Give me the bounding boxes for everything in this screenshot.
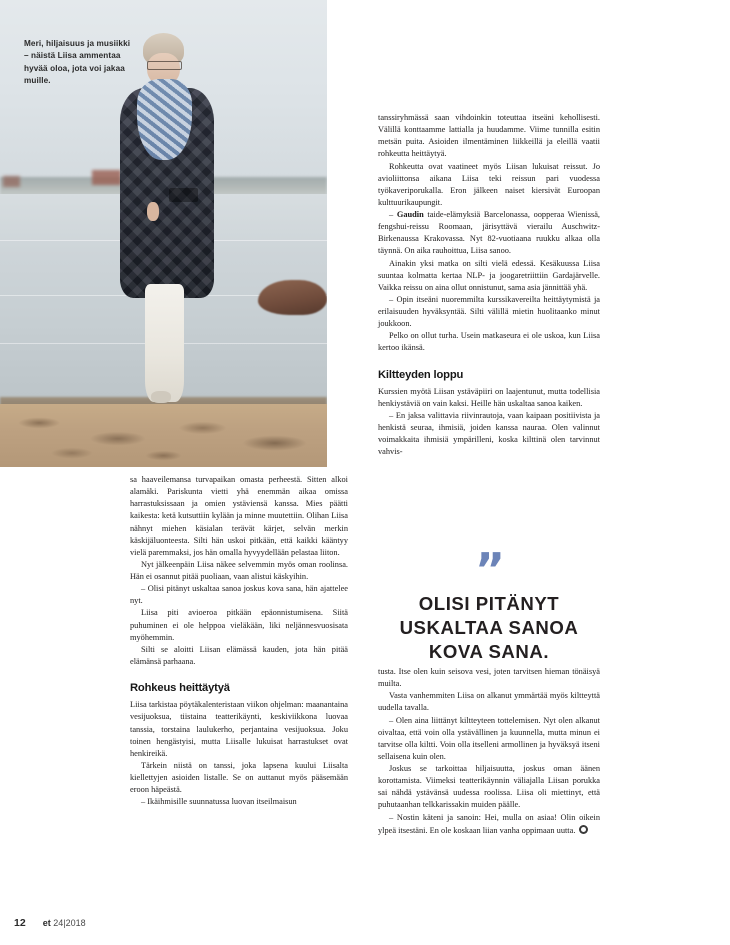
photo-figure-shoe bbox=[151, 391, 171, 404]
article-paragraph: Tärkein niistä on tanssi, joka lapsena kuului Liisalta kiellettyjen asioiden listalle. Se on auttanut myös pääsemään eroon häpeästä. bbox=[130, 760, 348, 795]
article-paragraph: Nyt jälkeenpäin Liisa näkee selvemmin myös oman roolinsa. Hän ei osannut pitää puoliaan, vaan alistui käskyihin. bbox=[130, 559, 348, 581]
article-column-left bbox=[130, 474, 348, 808]
pull-quote-line: KOVA SANA. bbox=[428, 640, 550, 662]
article-paragraph: Pelko on ollut turha. Usein matkaseura ei ole uskoa, kun Liisa kertoo ikänsä. bbox=[378, 331, 600, 353]
pull-quote bbox=[378, 543, 600, 663]
photo-figure-glasses bbox=[147, 61, 182, 71]
article-paragraph: Vasta vanhemmiten Liisa on alkanut ymmärtää myös kiltteyttä uudella tavalla. bbox=[378, 691, 600, 713]
article-paragraph: tanssiryhmässä saan vihdoinkin toteuttaa itseäni kehollisesti. Välillä konttaamme lattialla ja huudamme. Viime tunnilla esitin metsän puita. Asioiden ilmentäminen liikkeillä ja eleillä vaatii rohkeutta heittäytyä. bbox=[378, 113, 600, 159]
end-mark-icon bbox=[579, 825, 588, 834]
article-paragraph: Liisa tarkistaa pöytäkalenteristaan viikon ohjelman: maanantaina vesijuoksua, tiistaina teatterikäynti, keskiviikkona luovaa tanssia, torstaina laulukerho, perjantaina vesijuoksua. Joku toinen hengästyisi, mutta Liisalle lukuisat harrastukset ovat henkireikä. bbox=[130, 700, 348, 758]
article-paragraph: Kurssien myötä Liisan ystäväpiiri on laajentunut, mutta todellisia henkiystäviä on vain kaksi. Heille hän uskaltaa sanoa kaiken. bbox=[378, 386, 600, 408]
photo-figure-hand bbox=[147, 202, 159, 220]
issue-number: 24|2018 bbox=[53, 918, 86, 928]
article-paragraph: tusta. Itse olen kuin seisova vesi, joten tarvitsen hieman tönäisyä muilta. bbox=[378, 667, 600, 689]
article-paragraph: Rohkeutta ovat vaatineet myös Liisan lukuisat reissut. Jo avioliittonsa aikana Liisa teki reissun pari vuodessa työkaveriporukalla. Eron jälkeen naiset kiersivät Euroopan kulttuurikaupungit. bbox=[378, 161, 600, 207]
article-paragraph: Liisa piti avioeroa pitkään epäonnistumisena. Siitä puhuminen ei ole helppoa vieläkään, liki neljännesvuosisata myöhemmin. bbox=[130, 608, 348, 642]
article-paragraph: – En jaksa valittavia riivinrautoja, vaan kaipaan positiivista ja henkistä seuraa, ihmisiä, joiden kanssa nauraa. Olen valinnut voimakkaita ihmisiä ympärilleni, koska kilttinä olen tarvinnut vahvis- bbox=[378, 411, 600, 457]
article-paragraph: – Nostin käteni ja sanoin: Hei, mulla on asiaa! Olin oikein ylpeä itsestäni. En ole koskaan liian vanha oppimaan uutta. bbox=[378, 812, 600, 835]
article-paragraph: sa haaveilemansa turvapaikan omasta perheestä. Sitten alkoi alamäki. Pariskunta vietti yhä enemmän aikaa omissa harrastuksissaan ja omien ystäviensä kanssa. Mies päätti kaikesta: ketä kutsuttiin kylään ja minne muutettiin. Olihan Liisa nähnyt miehen käsialan terävät kärjet, selvän merkin käskijäluonteesta. Silti hän uskoi pitkään, että kaikki kääntyy vielä paremmaksi, jos hän omalla hyvyydellään pelastaa liiton. bbox=[130, 475, 348, 557]
photo-woman-figure bbox=[118, 33, 216, 402]
magazine-brand: et bbox=[42, 918, 51, 928]
article-paragraph: Silti se aloitti Liisan elämässä kauden, jota hän pitää elämänsä parhaana. bbox=[130, 644, 348, 666]
right-subheading: Kiltteyden loppu bbox=[378, 368, 464, 381]
photo-figure-trousers bbox=[145, 284, 184, 402]
photo-figure-pocket bbox=[169, 188, 198, 203]
photo-sand bbox=[0, 404, 327, 467]
article-paragraph: – Opin itseäni nuoremmilta kurssikavereilta heittäytymistä ja erilaisuuden hyväksyntää. Silti välillä mietin huolitaanko minut joukkoon. bbox=[378, 294, 600, 329]
photo-red-building-secondary bbox=[3, 176, 19, 187]
photo-rock bbox=[258, 280, 327, 315]
photo-red-building bbox=[92, 170, 121, 185]
right-body-before-heading bbox=[378, 112, 600, 355]
photo-figure-scarf bbox=[137, 79, 192, 160]
issue-imprint bbox=[43, 918, 86, 928]
article-paragraph: Ainakin yksi matka on silti vielä edessä. Kesäkuussa Liisa suuntaa kolmatta kertaa NLP- ja joogaretriittiin Gardajärvelle. Vaikka reissu on aina ollut onnistunut, sama asia jännittää yhä. bbox=[378, 258, 600, 292]
left-body-before-heading bbox=[130, 474, 348, 668]
article-column-right bbox=[378, 112, 600, 459]
pull-quote-line: OLISI PITÄNYT bbox=[418, 593, 560, 614]
right-body-after-heading bbox=[378, 386, 600, 459]
pull-quote-text bbox=[378, 592, 600, 663]
article-paragraph: – Ikäihmisille suunnatussa luovan itseilmaisun bbox=[141, 797, 297, 807]
left-subheading: Rohkeus heittäytyä bbox=[130, 682, 230, 694]
article-paragraph: – Olisi pitänyt uskaltaa sanoa joskus kova sana, hän ajattelee nyt. bbox=[130, 584, 348, 606]
right-body-below-quote bbox=[378, 666, 600, 837]
left-body-after-heading bbox=[130, 699, 348, 808]
article-paragraph: Joskus se tarkoittaa hiljaisuutta, joskus oman äänen korottamista. Viimeksi teatterikäynnin väliajalla Liisan porukka sai nähdä ystävänsä uudessa roolissa. Liisa oli miettinyt, että puhutaanhan telkkarissakin muiden päälle. bbox=[378, 764, 600, 810]
photo-caption: Meri, hiljaisuus ja musiikki – näistä Liisa ammentaa hyvää oloa, jota voi jakaa muille. bbox=[24, 39, 131, 86]
pull-quote-line: USKALTAA SANOA bbox=[399, 616, 579, 638]
article-column-right-lower bbox=[378, 666, 600, 837]
page-number: 12 bbox=[14, 917, 26, 929]
article-paragraph: – Olen aina liittänyt kiltteyteen tottelemisen. Nyt olen alkanut oivaltaa, että voin olla ystävällinen ja kuunnella, mutta minun ei tarvitse olla kiltti. Voin olla itselleni armollinen ja hyväksyä itseni sellaisena kuin olen. bbox=[378, 715, 600, 761]
page-footer bbox=[14, 917, 86, 929]
quotation-mark-icon: ” bbox=[474, 543, 504, 597]
article-paragraph: – Gaudin taide-elämyksiä Barcelonassa, oopperaa Wienissä, fengshui-reissu Roomaan, järisyttävä vierailu Auschwitz-Birkenaussa Krakovassa. Nyt 82-vuotiaana ruukku alkaa olla täynnä. On aika rauhoittua, Liisa sanoo. bbox=[378, 210, 600, 256]
